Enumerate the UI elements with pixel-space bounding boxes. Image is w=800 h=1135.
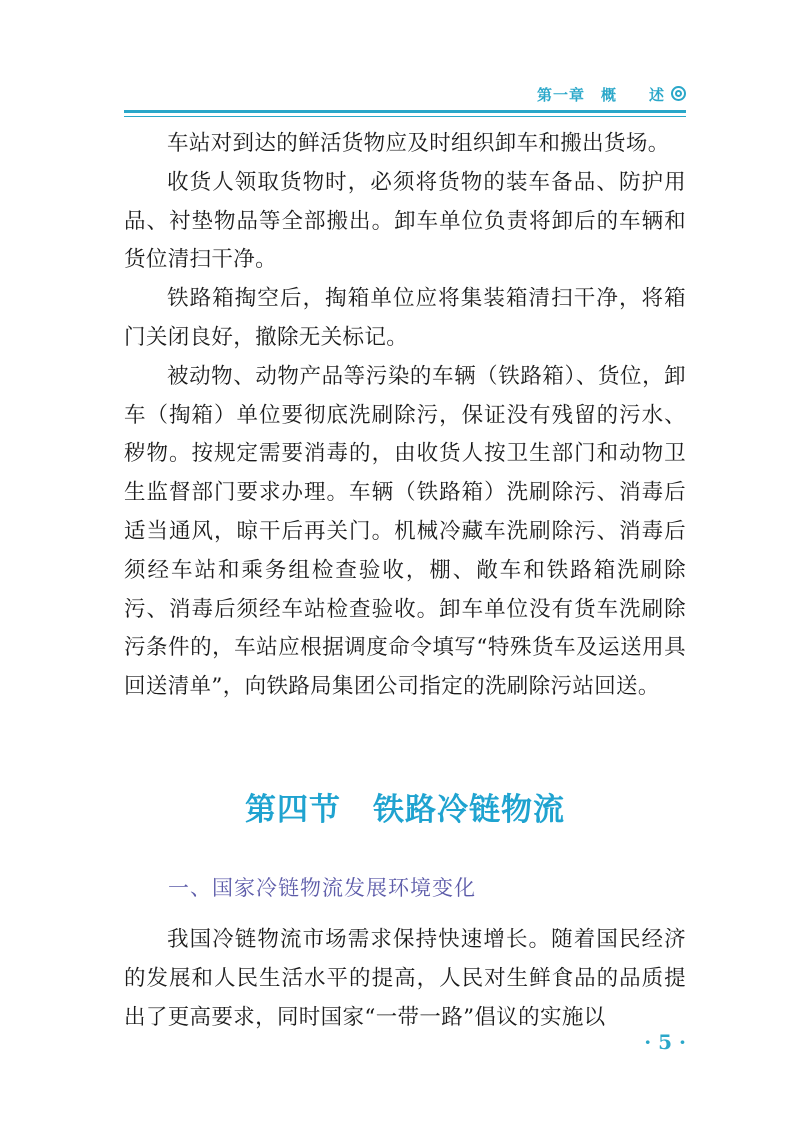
paragraph: 被动物、动物产品等污染的车辆（铁路箱）、货位，卸车（掏箱）单位要彻底洗刷除污，保证没有残留的污水、秽物。按规定需要消毒的，由收货人按卫生部门和动物卫生监督部门要求办理。车辆（铁路箱）洗刷除污、消毒后适当通风，晾干后再关门。机械冷藏车洗刷除污、消毒后须经车站和乘务组检查验收，棚、敞车和铁路箱洗刷除污、消毒后须经车站检查验收。卸车单位没有货车洗刷除污条件的，车站应根据调度命令填写“特殊货车及运送用具回送清单”，向铁路局集团公司指定的洗刷除污站回送。 xyxy=(124,363,686,700)
paragraph: 铁路箱掏空后，掏箱单位应将集装箱清扫干净，将箱门关闭良好，撤除无关标记。 xyxy=(124,286,686,350)
subsection-title: 一、国家冷链物流发展环境变化 xyxy=(168,876,476,900)
header-rule-thick xyxy=(124,110,686,113)
paragraph: 车站对到达的鲜活货物应及时组织卸车和搬出货场。 xyxy=(167,131,670,156)
body-text xyxy=(124,125,686,707)
section-title: 第四节 铁路冷链物流 xyxy=(245,792,565,828)
section-body-text xyxy=(124,921,686,1037)
double-circle-icon xyxy=(671,86,686,101)
page-number: · 5 · xyxy=(644,1030,686,1054)
paragraph: 我国冷链物流市场需求保持快速增长。随着国民经济的发展和人民生活水平的提高，人民对生鲜食品的品质提出了更高要求，同时国家“一带一路”倡议的实施以 xyxy=(124,927,686,1030)
chapter-title: 第一章 概 述 xyxy=(536,86,665,104)
header-rule-thin xyxy=(124,116,686,117)
running-header xyxy=(124,84,686,106)
paragraph: 收货人领取货物时，必须将货物的装车备品、防护用品、衬垫物品等全部搬出。卸车单位负责将卸后的车辆和货位清扫干净。 xyxy=(124,169,686,273)
